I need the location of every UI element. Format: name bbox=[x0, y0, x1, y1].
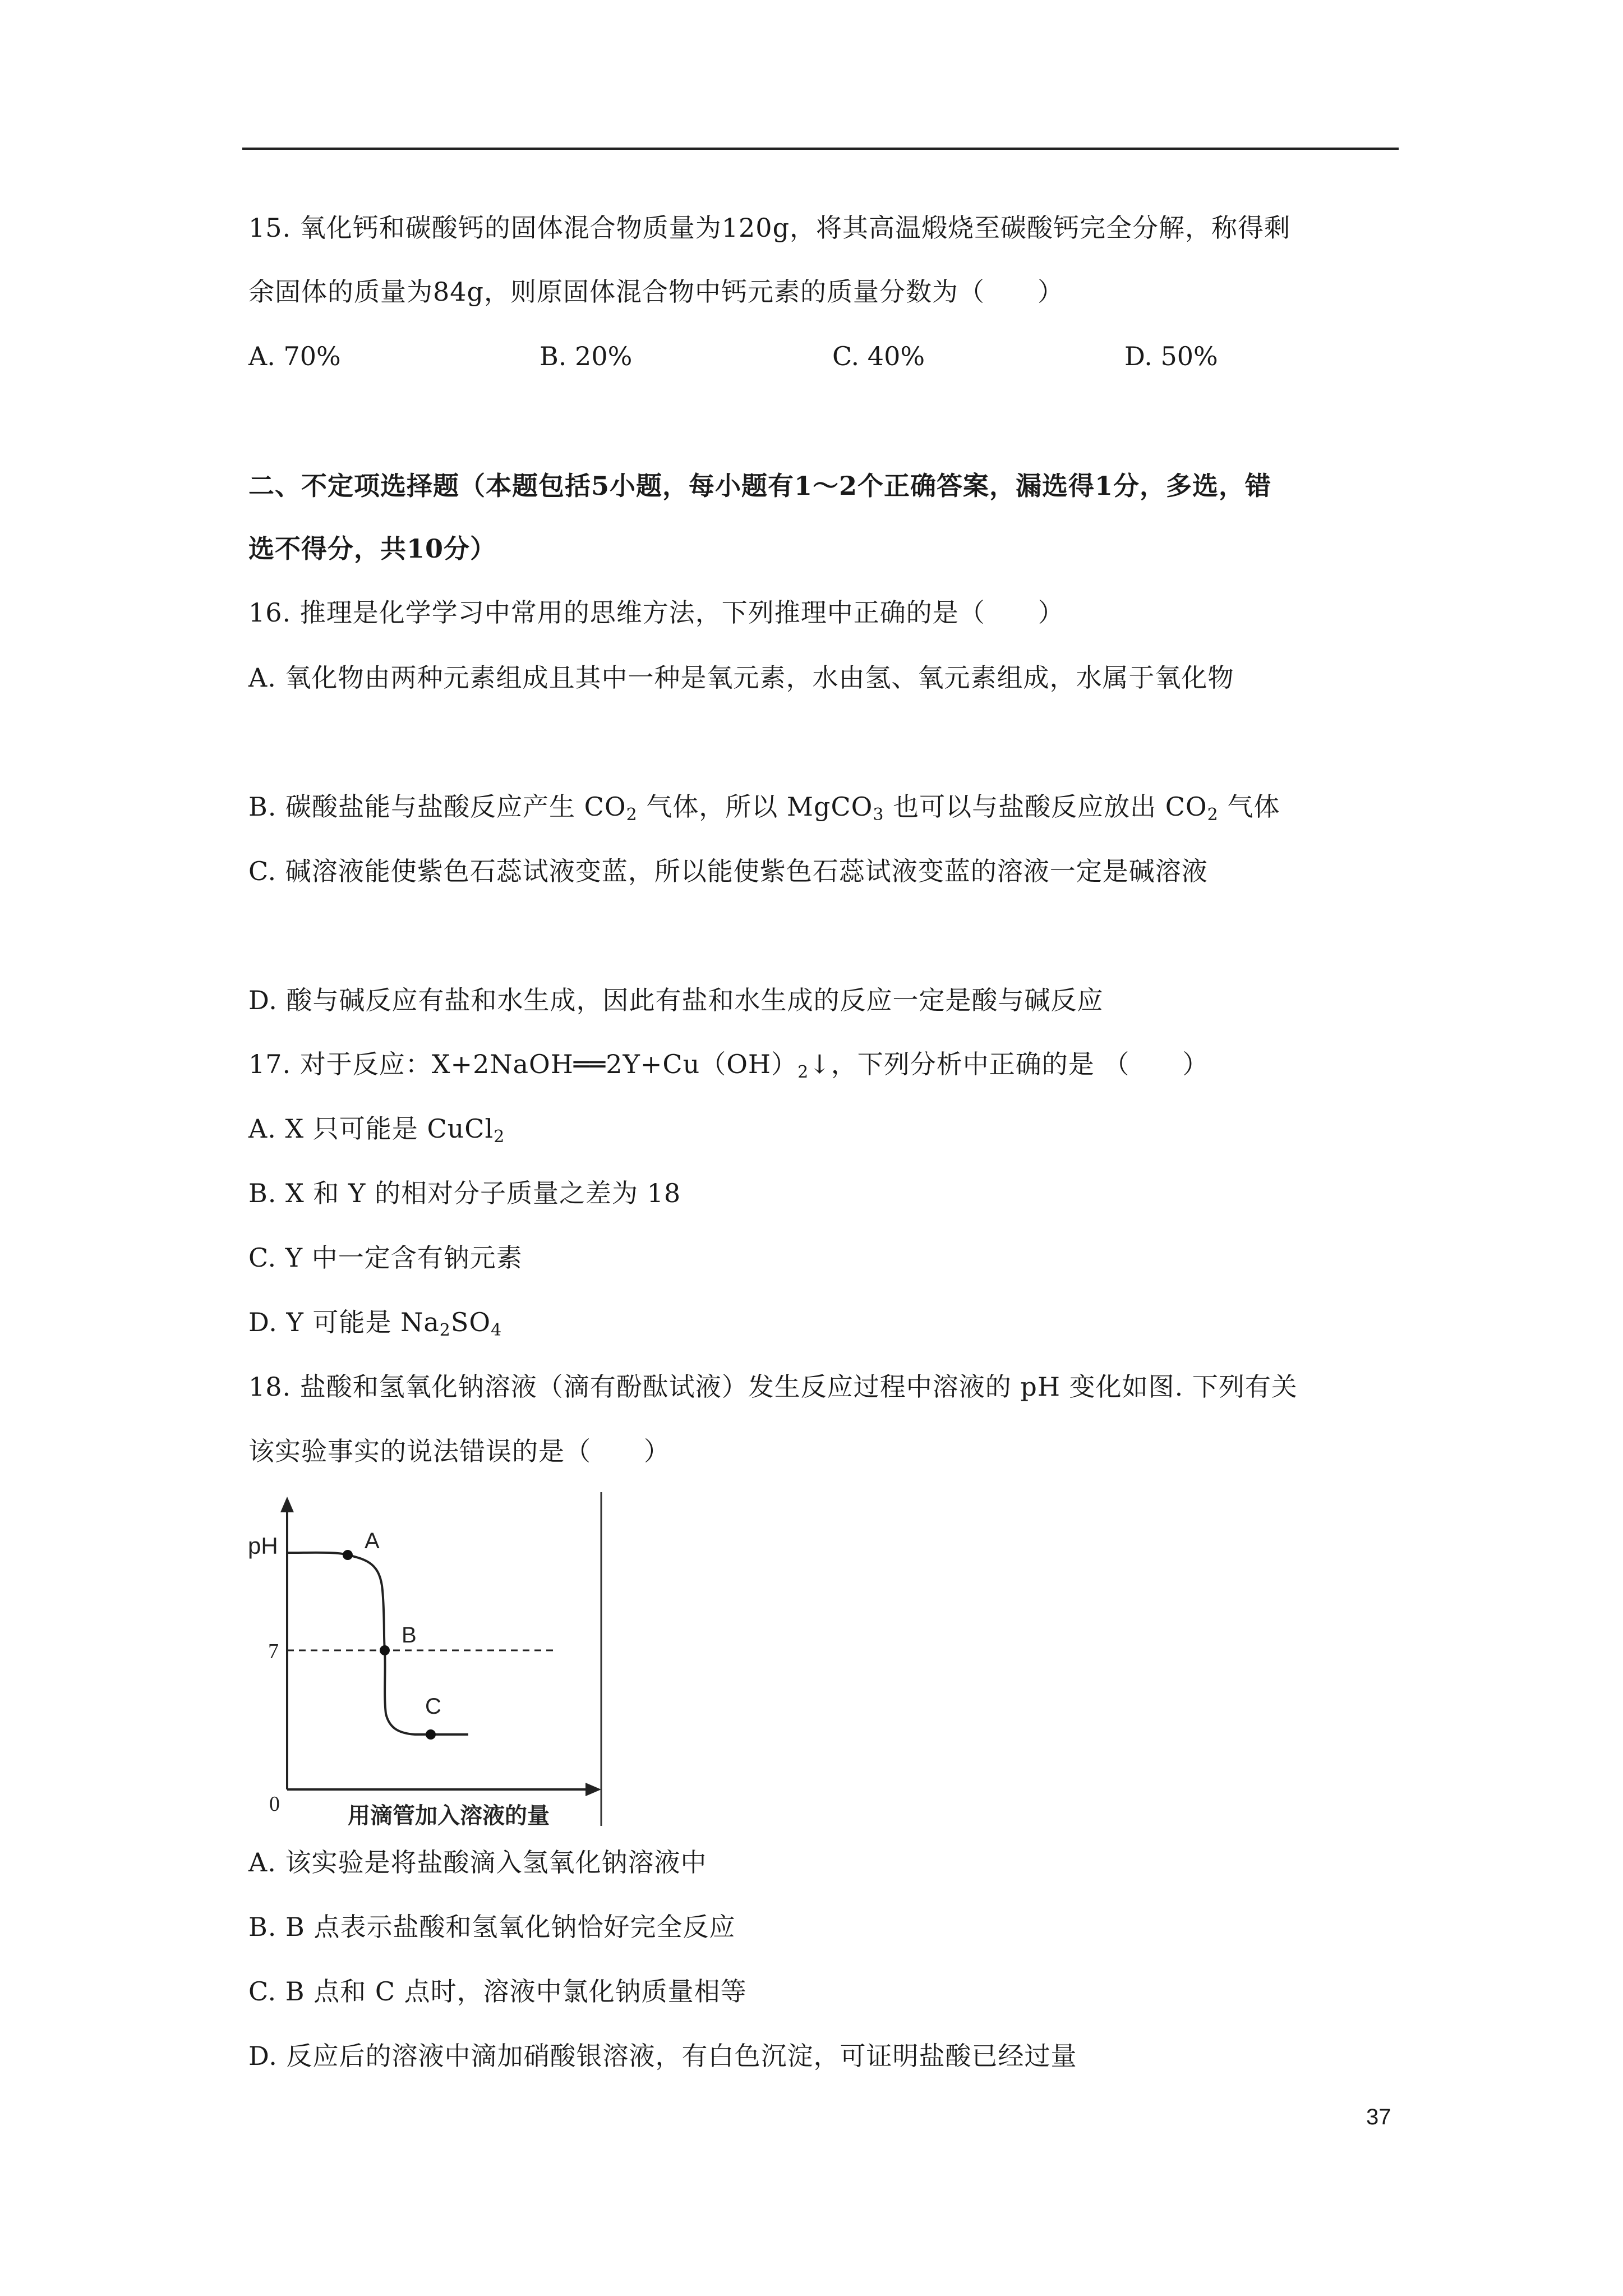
q17-stem: 17. 对于反应：$X+2NaOH══2Y+Cu(OH)_2↓$，下列分析中正确的是 （ ） bbox=[248, 1049, 1209, 1082]
q18-line1: 18. 盐酸和氢氧化钠溶液（滴有酚酞试液）发生反应过程中溶液的 pH 变化如图. 下列有关 bbox=[248, 1372, 1298, 1402]
header-rule bbox=[242, 148, 1399, 150]
point-b-label: B bbox=[402, 1623, 417, 1648]
section2-heading-line2: 选不得分，共10分） bbox=[248, 533, 497, 564]
q16-option-c: C. 碱溶液能使紫色石蕊试液变蓝，所以能使紫色石蕊试液变蓝的溶液一定是碱溶液 bbox=[248, 856, 1208, 886]
point-c bbox=[426, 1729, 436, 1740]
page-number: 37 bbox=[1366, 2105, 1391, 2129]
x-axis-arrow bbox=[585, 1783, 601, 1796]
q15-option-c: C. 40% bbox=[832, 341, 925, 371]
ph7-tick-label: 7 bbox=[268, 1640, 279, 1663]
point-a-label: A bbox=[365, 1529, 380, 1553]
q15-line1: 15. 氧化钙和碳酸钙的固体混合物质量为120g，将其高温煅烧至碳酸钙完全分解，称得剩 bbox=[248, 213, 1291, 243]
q15-option-d: D. 50% bbox=[1124, 341, 1218, 371]
q16-option-a: A. 氧化物由两种元素组成且其中一种是氧元素，水由氢、氧元素组成，水属于氧化物 bbox=[248, 662, 1234, 693]
x-axis-label: 用滴管加入溶液的量 bbox=[348, 1803, 550, 1826]
q16-stem: 16. 推理是化学学习中常用的思维方法，下列推理中正确的是（ ） bbox=[248, 597, 1064, 628]
q17-option-b: B. X 和 Y 的相对分子质量之差为 18 bbox=[248, 1178, 681, 1208]
q15-option-b: B. 20% bbox=[540, 341, 633, 371]
y-axis-arrow bbox=[280, 1497, 294, 1512]
q18-option-c: C. B 点和 C 点时，溶液中氯化钠质量相等 bbox=[248, 1976, 747, 2007]
section2-heading-line1: 二、不定项选择题（本题包括5小题，每小题有1～2个正确答案，漏选得1分，多选，错 bbox=[248, 471, 1272, 501]
q15-line2: 余固体的质量为84g，则原固体混合物中钙元素的质量分数为（ ） bbox=[248, 277, 1064, 307]
ph-curve-svg bbox=[247, 1492, 606, 1826]
point-b bbox=[380, 1645, 390, 1655]
ph-curve-figure bbox=[247, 1492, 606, 1826]
y-axis-label: pH bbox=[248, 1533, 278, 1559]
q17-option-d: D. Y 可能是 $Na_2SO_4$ bbox=[248, 1307, 502, 1340]
q18-option-b: B. B 点表示盐酸和氢氧化钠恰好完全反应 bbox=[248, 1912, 736, 1942]
q18-option-a: A. 该实验是将盐酸滴入氢氧化钠溶液中 bbox=[248, 1847, 707, 1878]
q17-option-c: C. Y 中一定含有钠元素 bbox=[248, 1243, 523, 1273]
q16-option-b: B. 碳酸盐能与盐酸反应产生 $CO_2$ 气体，所以 MgCO$_3$ 也可以与盐酸反应放出 $CO_2$ 气体 bbox=[248, 792, 1280, 825]
q18-line2: 该实验事实的说法错误的是（ ） bbox=[248, 1436, 670, 1466]
origin-label: 0 bbox=[269, 1792, 280, 1816]
q18-option-d: D. 反应后的溶液中滴加硝酸银溶液，有白色沉淀，可证明盐酸已经过量 bbox=[248, 2041, 1077, 2071]
q17-option-a: A. X 只可能是 CuCl$_2$ bbox=[248, 1114, 505, 1147]
q16-option-d: D. 酸与碱反应有盐和水生成，因此有盐和水生成的反应一定是酸与碱反应 bbox=[248, 985, 1104, 1015]
q15-option-a: A. 70% bbox=[248, 341, 341, 371]
point-a bbox=[343, 1550, 353, 1560]
point-c-label: C bbox=[425, 1694, 441, 1719]
